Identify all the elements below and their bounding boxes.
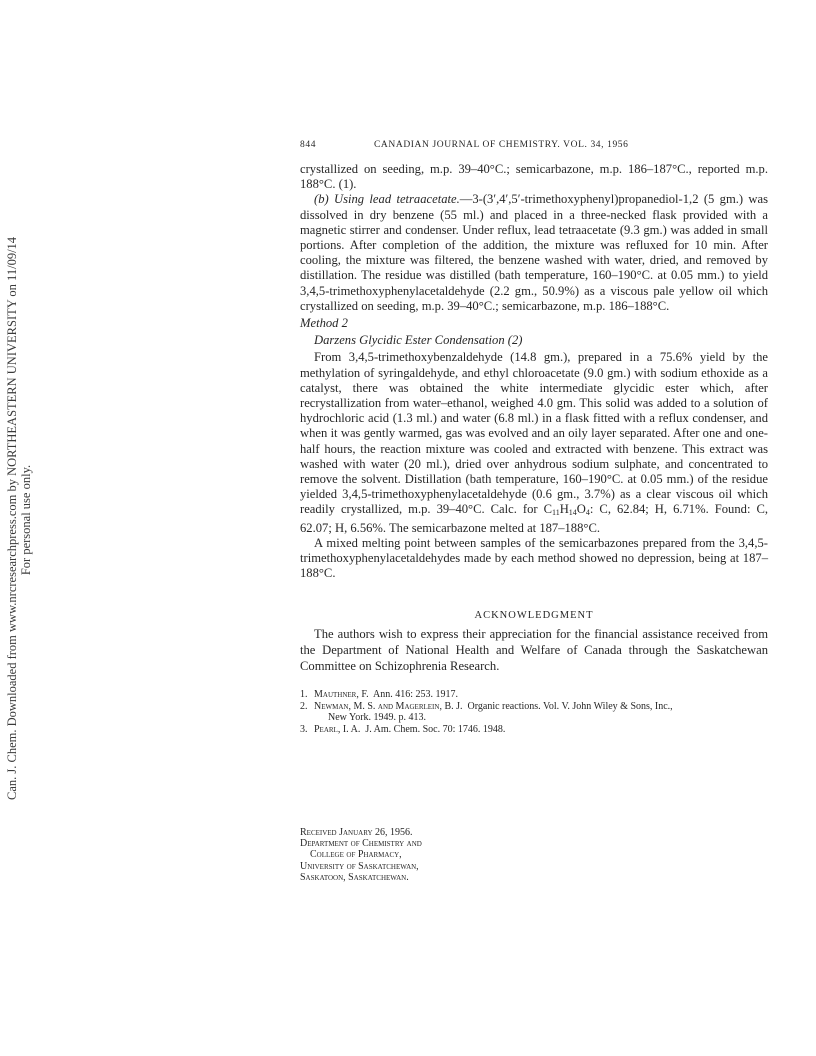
- reference-authors: Newman, M. S. and Magerlein, B. J.: [314, 700, 463, 712]
- reference-list: [300, 689, 770, 735]
- download-notice-line2: For personal use only.: [19, 464, 33, 576]
- paragraph-mixed-mp: A mixed melting point between samples of the semicarbazones prepared from the 3,4,5-trimethoxyphenylacetaldehydes made by each method showed no depression, being at 187–188°C.: [300, 535, 768, 581]
- acknowledgment-text: The authors wish to express their appreciation for the financial assistance received from the Department of National Health and Welfare of Canada through the Saskatchewan Committee on Schizophrenia Research.: [300, 627, 768, 673]
- reference-source: J. Am. Chem. Soc. 70: 1746. 1948.: [365, 723, 506, 735]
- analysis-text: : C, 62.84; H, 6.71%. Found: C, 62.07; H, 6.56%. The semicarbazone melted at 187–188°C.: [300, 502, 768, 535]
- reference-item: 2. Newman, M. S. and Magerlein, B. J. Organic reactions. Vol. V. John Wiley & Sons, Inc., New York. 1949. p. 413.: [300, 701, 770, 724]
- method-b-label: (b) Using lead tetraacetate.: [314, 192, 460, 207]
- molecular-formula: $C_{11}H_{14}O_4$: [543, 502, 590, 518]
- article-body: [300, 162, 768, 581]
- received-date: Received January 26, 1956.: [300, 827, 413, 838]
- affiliation-line: College of Pharmacy,: [310, 849, 402, 861]
- reference-item: 1. Mauthner, F. Ann. 416: 253. 1917.: [300, 689, 459, 700]
- affiliation-line: Saskatoon, Saskatchewan.: [300, 871, 409, 883]
- reference-source: Organic reactions. Vol. V. John Wiley & Sons, Inc.,: [467, 700, 673, 712]
- acknowledgment-title: ACKNOWLEDGMENT: [474, 610, 594, 621]
- reference-item: 3. Pearl, I. A. J. Am. Chem. Soc. 70: 1746. 1948.: [300, 723, 506, 735]
- reference-authors: Mauthner, F.: [314, 689, 369, 700]
- affiliation-line: Department of Chemistry and: [300, 838, 422, 850]
- page-number: 844: [300, 140, 317, 150]
- reference-source: Ann. 416: 253. 1917.: [373, 689, 459, 700]
- received-block: [300, 827, 600, 883]
- affiliation-line: University of Saskatchewan,: [300, 860, 419, 872]
- paragraph-lead-tetraacetate: [300, 192, 768, 314]
- method-heading: Method 2: [300, 316, 348, 331]
- paragraph-darzens: [300, 350, 768, 535]
- section-subheading: Darzens Glycidic Ester Condensation (2): [314, 333, 523, 348]
- method-b-text: —3-(3′,4′,5′-trimethoxyphenyl)propanediol-1,2 (5 gm.) was dissolved in dry benzene (55 ml.) and placed in a three-necked flask provided with a magnetic stirrer and condenser. Under reflux, lead tetraacetate (9.3 gm.) was added in small portions. After completion of the addition, the mixture was refluxed for 10 min. After cooling, the mixture was filtered, the benzene washed with water, dried, and removed by distillation. The residue was distilled (bath temperature, 160–190°C. at 0.05 mm.) to yield 3,4,5-trimethoxyphenylacetaldehyde (2.2 gm., 50.9%) as a viscous pale yellow oil which crystallized on seeding, m.p. 39–40°C.; semicarbazone, m.p. 186–188°C.: [300, 192, 768, 313]
- download-notice-line1: Can. J. Chem. Downloaded from www.nrcresearchpress.com by NORTHEASTERN UNIVERSITY on 11/09/14: [5, 236, 19, 800]
- reference-authors: Pearl, I. A.: [314, 723, 361, 735]
- paragraph-continuation: crystallized on seeding, m.p. 39–40°C.; semicarbazone, m.p. 186–187°C., reported m.p. 188°C. (1).: [300, 162, 768, 192]
- journal-title: CANADIAN JOURNAL OF CHEMISTRY. VOL. 34, 1956: [374, 140, 629, 150]
- reference-continuation: New York. 1949. p. 413.: [328, 712, 427, 724]
- darzens-text: From 3,4,5-trimethoxybenzaldehyde (14.8 gm.), prepared in a 75.6% yield by the methylation of syringaldehyde, and ethyl chloroacetate (9.0 gm.) with sodium ethoxide as a catalyst, there was obtained the white intermediate glycidic ester which, after recrystallization from water–ethanol, weighed 4.0 gm. This solid was added to a solution of hydrochloric acid (1.3 ml.) and water (6.8 ml.) in a flask fitted with a reflux condenser, and when it was gently warmed, gas was evolved and an oily layer separated. After one and one-half hours, the reaction mixture was cooled and extracted with benzene. This extract was washed with water (20 ml.), dried over anhydrous sodium sulphate, and concentrated to remove the solvent. Distillation (bath temperature, 160–190°C. at 0.05 mm.) of the residue yielded 3,4,5-trimethoxyphenylacetaldehyde (0.6 gm., 3.7%) as a clear viscous oil which readily crystallized, m.p. 39–40°C. Calc. for: [300, 350, 768, 517]
